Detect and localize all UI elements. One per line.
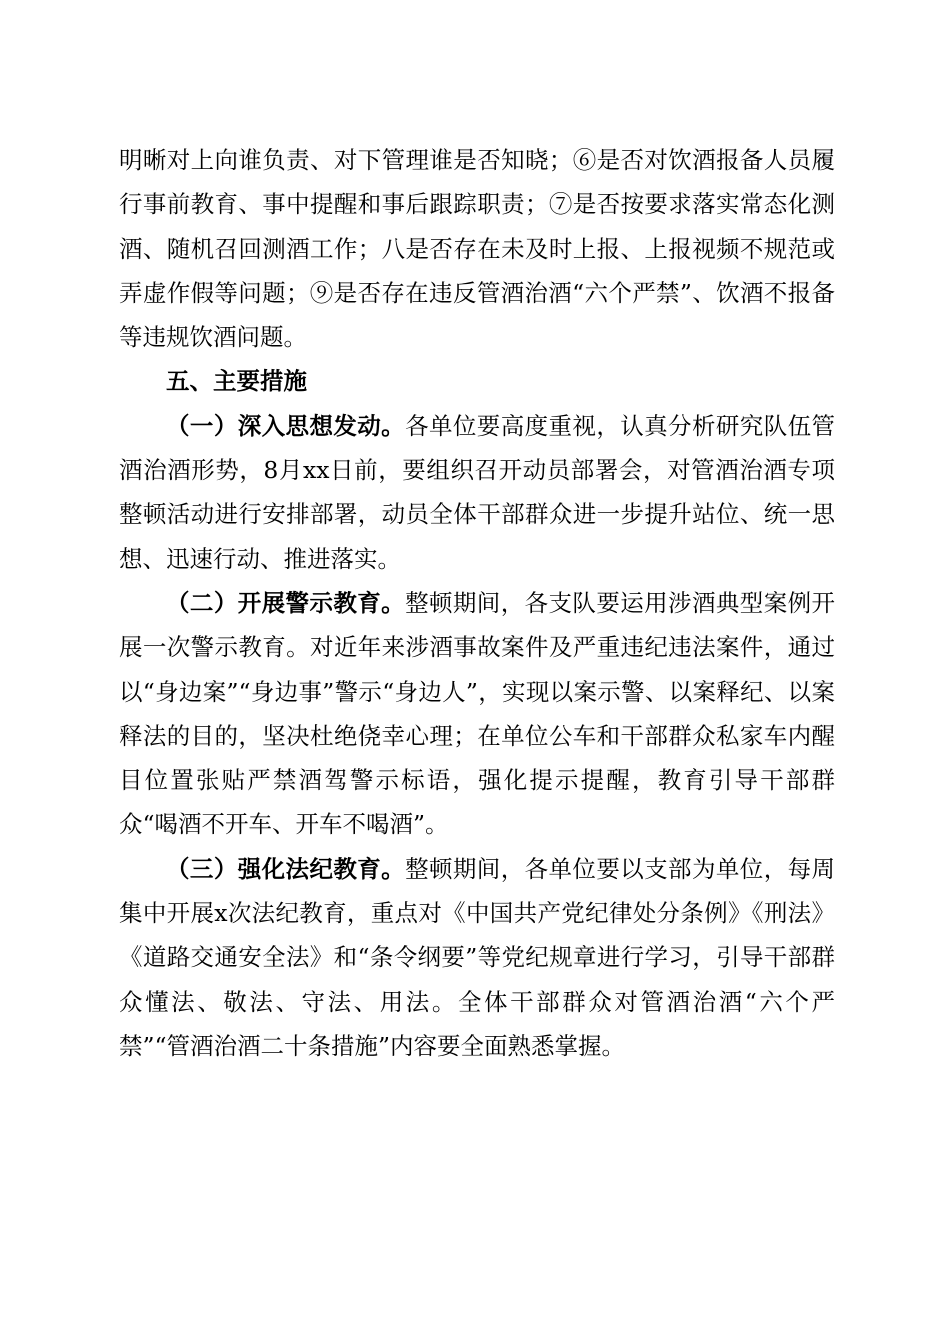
- measure-paragraph-3: [119, 847, 835, 1068]
- measure-lead-3: （三）强化法纪教育。: [166, 854, 406, 883]
- measure-paragraph-2: [119, 581, 835, 847]
- measure-body-2: 整顿期间，各支队要运用涉酒典型案例开展一次警示教育。对近年来涉酒事故案件及严重违纪违法案件，通过以“身边案”“身边事”警示“身边人”，实现以案示警、以案释纪、以案释法的目的，坚决杜绝侥幸心理；在单位公车和干部群众私家车内醒目位置张贴严禁酒驾警示标语，强化提示提醒，教育引导干部群众“喝酒不开车、开车不喝酒”。: [119, 588, 836, 839]
- measure-paragraph-1: [119, 404, 835, 581]
- measure-body-3: 整顿期间，各单位要以支部为单位，每周集中开展x次法纪教育，重点对《中国共产党纪律处分条例》《刑法》《道路交通安全法》和“条令纲要”等党纪规章进行学习，引导干部群众懂法、敬法、守法、用法。全体干部群众对管酒治酒“六个严禁”“管酒治酒二十条措施”内容要全面熟悉掌握。: [119, 854, 836, 1060]
- section-heading: 五、主要措施: [166, 367, 307, 396]
- continued-paragraph: 明晰对上向谁负责、对下管理谁是否知晓；⑥是否对饮酒报备人员履行事前教育、事中提醒和事后跟踪职责；⑦是否按要求落实常态化测酒、随机召回测酒工作；八是否存在未及时上报、上报视频不规范或弄虚作假等问题；⑨是否存在违反管酒治酒“六个严禁”、饮酒不报备等违规饮酒问题。: [119, 146, 835, 352]
- measure-lead-2: （二）开展警示教育。: [166, 588, 406, 617]
- measure-lead-1: （一）深入思想发动。: [166, 411, 406, 440]
- document-page: [119, 138, 835, 1068]
- measure-body-1: 各单位要高度重视，认真分析研究队伍管酒治酒形势，8月xx日前，要组织召开动员部署会，对管酒治酒专项整顿活动进行安排部署，动员全体干部群众进一步提升站位、统一思想、迅速行动、推进落实。: [119, 411, 836, 573]
